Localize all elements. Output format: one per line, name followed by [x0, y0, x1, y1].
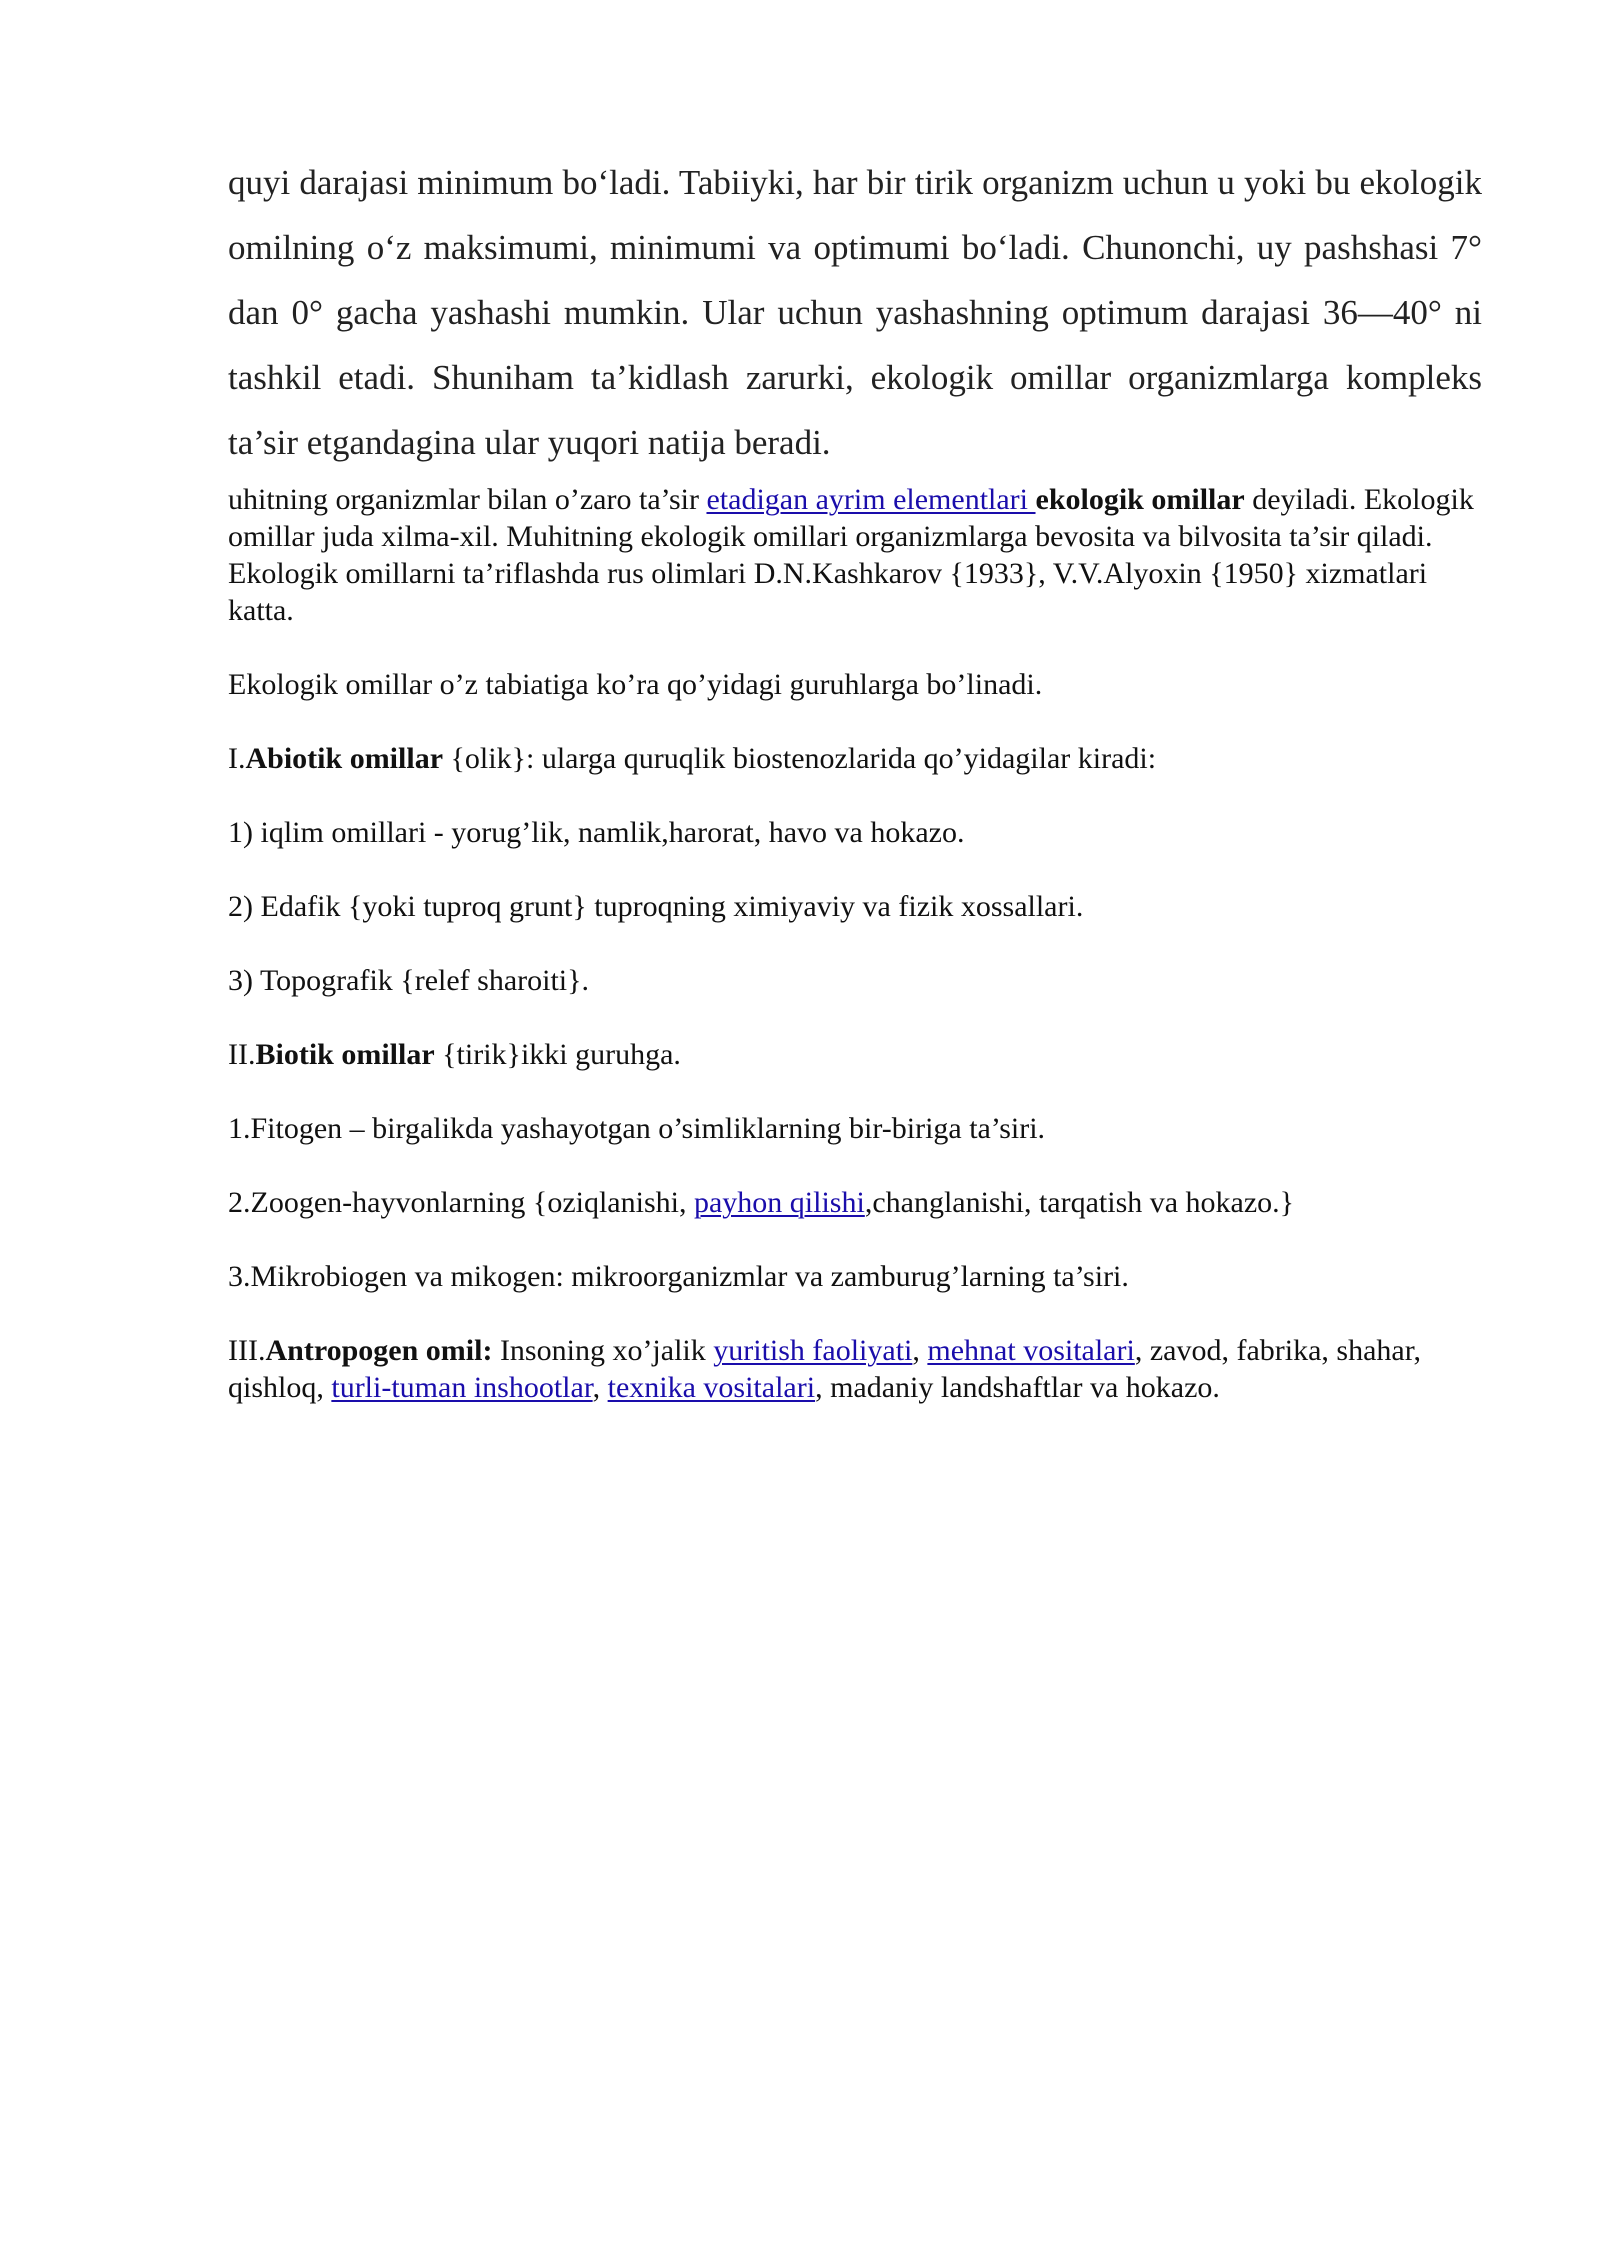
abiotic-prefix: I.	[228, 742, 246, 775]
biotic-item-2-text-1: 2.Zoogen-hayvonlarning {oziqlanishi,	[228, 1186, 694, 1219]
link-turli-tuman-inshootlar[interactable]: turli-tuman inshootlar	[331, 1371, 593, 1404]
link-mehnat-vositalari[interactable]: mehnat vositalari	[927, 1334, 1135, 1367]
biotic-item-3: 3.Mikrobiogen va mikogen: mikroorganizmlar va zamburug’larning ta’siri.	[228, 1260, 1129, 1293]
document-page	[228, 150, 1482, 1406]
groups-intro: Ekologik omillar o’z tabiatiga ko’ra qo’yidagi guruhlarga bo’linadi.	[228, 668, 1043, 701]
biotic-term: Biotik omillar	[255, 1038, 435, 1071]
abiotic-desc: {olik}: ularga quruqlik biostenozlarida qo’yidagilar kiradi:	[443, 742, 1157, 775]
anthropogenic-term: Antropogen omil:	[265, 1334, 493, 1367]
biotic-heading	[228, 1036, 1482, 1073]
link-texnika-vositalari[interactable]: texnika vositalari	[607, 1371, 816, 1404]
biotic-item-1: 1.Fitogen – birgalikda yashayotgan o’simliklarning bir-biriga ta’siri.	[228, 1112, 1046, 1145]
biotic-prefix: II.	[228, 1038, 256, 1071]
intro-paragraph: quyi darajasi minimum bo‘ladi. Tabiiyki, har bir tirik organizm uchun u yoki bu ekologik omilning o‘z maksimumi, minimumi va optimumi bo‘ladi. Chunonchi, uy pashshasi 7° dan 0° gacha yashashi mumkin. Ular uchun yashashning optimum darajasi 36—40° ni tashkil etadi. Shuniham ta’kidlash zarurki, ekologik omillar organizmlarga kompleks ta’sir etgandagina ular yuqori natija beradi.	[228, 163, 1482, 462]
definition-term: ekologik omillar	[1035, 483, 1245, 516]
abiotic-item-2: 2) Edafik {yoki tuproq grunt} tuproqning ximiyaviy va fizik xossallari.	[228, 890, 1084, 923]
anthropogenic-paragraph	[228, 1332, 1482, 1406]
anthropogenic-text-2: ,	[912, 1334, 928, 1367]
link-yuritish-faoliyati[interactable]: yuritish faoliyati	[713, 1334, 913, 1367]
abiotic-item-1: 1) iqlim omillari - yorug’lik, namlik,harorat, havo va hokazo.	[228, 816, 965, 849]
abiotic-term: Abiotik omillar	[245, 742, 444, 775]
anthropogenic-text-5: , madaniy landshaftlar va hokazo.	[815, 1371, 1220, 1404]
definition-paragraph	[228, 481, 1482, 629]
biotic-item-2	[228, 1184, 1482, 1221]
abiotic-item-3: 3) Topografik {relef sharoiti}.	[228, 964, 590, 997]
biotic-desc: {tirik}ikki guruhga.	[434, 1038, 681, 1071]
abiotic-heading	[228, 740, 1482, 777]
definition-text-2: deyiladi. Ekologik omillar juda xilma-xil. Muhitning ekologik omillari organizmlarga bevosita va bilvosita ta’sir qiladi. Ekologik omillarni ta’riflashda rus olimlari D.N.Kashkarov {1933}, V.V.Alyoxin {1950} xizmatlari katta.	[228, 483, 1474, 627]
definition-text-1: uhitning organizmlar bilan o’zaro ta’sir	[228, 483, 707, 516]
link-payhon-qilishi[interactable]: payhon qilishi	[693, 1186, 865, 1219]
anthropogenic-text-4: ,	[592, 1371, 608, 1404]
anthropogenic-text-1: Insoning xo’jalik	[492, 1334, 714, 1367]
link-etadigan-ayrim-elementlari[interactable]: etadigan ayrim elementlari	[706, 483, 1036, 516]
anthropogenic-text-3: , zavod, fabrika, shahar, qishloq,	[228, 1334, 1421, 1404]
anthropogenic-prefix: III.	[228, 1334, 266, 1367]
biotic-item-2-text-2: ,changlanishi, tarqatish va hokazo.}	[864, 1186, 1295, 1219]
